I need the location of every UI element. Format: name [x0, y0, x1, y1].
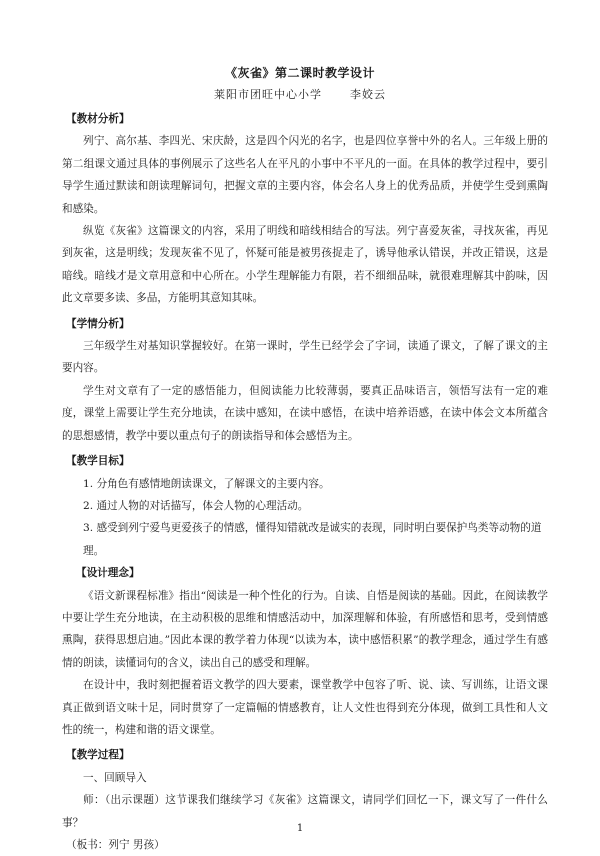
- concept-paragraph-1: 《语文新课程标准》指出“阅读是一种个性化的行为。自读、自悟是阅读的基础。因此，在阅读教学中要让学生充分地读，在主动积极的思维和情感活动中，加深理解和体验，有所感悟和思考，受到情感熏陶，获得思想启迪。”因此本课的教学着力体现“以读为本，读中感悟积累”的教学理念，通过学生有感情的朗读，读懂词句的含义，读出自己的感受和理解。: [62, 589, 548, 669]
- students-paragraph-1: 三年级学生对基知识掌握较好。在第一课时，学生已经学会了字词，读通了课文，了解了课文的主要内容。: [62, 340, 548, 375]
- document-body: [62, 108, 548, 856]
- document-title: 《灰雀》第二课时教学设计: [224, 66, 375, 80]
- goal-item-3: 3. 感受到列宁爱鸟更爱孩子的情感，懂得知错就改是诚实的表现，同时明白要保护鸟类等动物的道理。: [83, 522, 542, 557]
- material-paragraph-1: 列宁、高尔基、李四光、宋庆龄，这是四个闪光的名字，也是四位享誉中外的名人。三年级上册的第二组课文通过具体的事例展示了这些名人在平凡的小事中不平凡的一面。在具体的教学过程中，要引导学生通过默读和朗读理解词句，把握文章的主要内容，体会名人身上的优秀品质，并使学生受到熏陶和感染。: [62, 135, 548, 215]
- author-school: 莱阳市团旺中心小学: [214, 88, 322, 101]
- author-name: 李姣云: [350, 88, 386, 101]
- process-board-note: （板书：列宁 男孩）: [66, 839, 165, 851]
- goal-item-1: 1. 分角色有感情地朗读课文，了解课文的主要内容。: [83, 477, 330, 490]
- goal-item-2: 2. 通过人物的对话描写，体会人物的心理活动。: [83, 499, 309, 512]
- process-teacher-line: 师：（出示课题）这节课我们继续学习《灰雀》这篇课文，请同学们回忆一下，课文写了一件什么事？: [62, 794, 548, 829]
- concept-paragraph-2: 在设计中，我时刻把握着语文教学的四大要素，课堂教学中包容了听、说、读、写训练，让语文课真正做到语文味十足，同时贯穿了一定篇幅的情感教育，让人文性也得到充分体现，做到工具性和人文性的统一，构建和谐的语文课堂。: [62, 679, 548, 736]
- section-heading-material: 【教材分析】: [66, 113, 130, 125]
- material-paragraph-2: 纵览《灰雀》这篇课文的内容，采用了明线和暗线相结合的写法。列宁喜爱灰雀，寻找灰雀，再见到灰雀，这是明线；发现灰雀不见了，怀疑可能是被男孩捉走了，诱导他承认错误，并改正错误，这是暗线。暗线才是文章用意和中心所在。小学生理解能力有限，若不细细品味，就很难理解其中韵味，因此文章要多读、多品，方能明其意知其味。: [62, 225, 548, 305]
- students-paragraph-2: 学生对文章有了一定的感悟能力，但阅读能力比较薄弱，要真正品味语言，领悟写法有一定的难度，课堂上需要让学生充分地读，在读中感知，在读中感悟，在读中培养语感，在读中体会文本所蕴含的思想感情，教学中要以重点句子的朗读指导和体会感悟为主。: [62, 384, 548, 442]
- author-line: [0, 86, 600, 102]
- process-step-1: 一、回顾导入: [83, 771, 147, 784]
- section-heading-process: 【教学过程】: [66, 749, 130, 762]
- page-number: 1: [296, 823, 304, 834]
- section-heading-students: 【学情分析】: [66, 317, 130, 330]
- section-heading-concept: 【设计理念】: [76, 567, 140, 580]
- section-heading-goals: 【教学目标】: [66, 455, 130, 468]
